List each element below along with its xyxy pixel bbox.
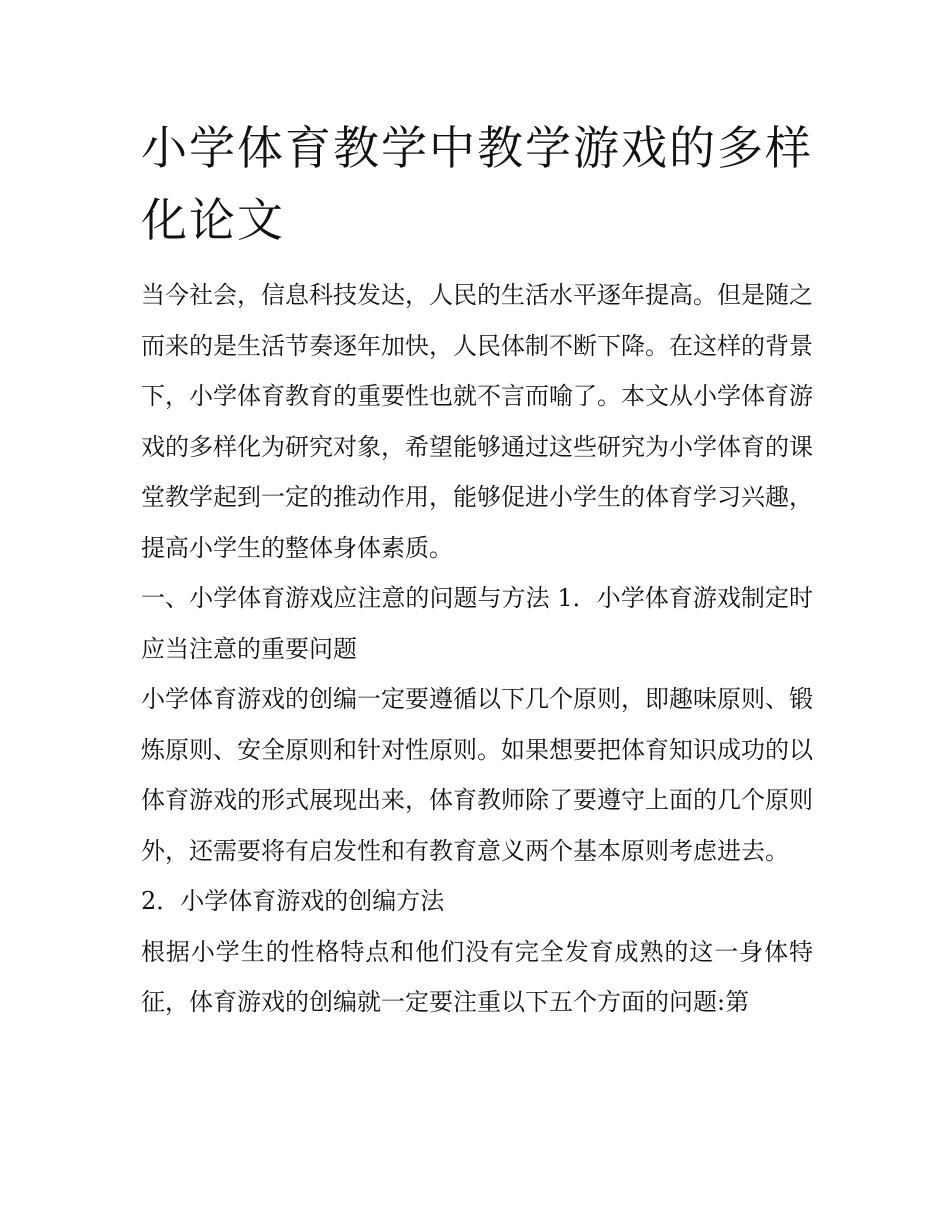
paragraph-intro: 当今社会，信息科技发达，人民的生活水平逐年提高。但是随之而来的是生活节奏逐年加快，人民体制不断下降。在这样的背景下，小学体育教育的重要性也就不言而喻了。本文从小学体育游戏的多样化为研究对象，希望能够通过这些研究为小学体育的课堂教学起到一定的推动作用，能够促进小学生的体育学习兴趣，提高小学生的整体身体素质。 — [141, 281, 813, 562]
paragraph-principles: 小学体育游戏的创编一定要遵循以下几个原则，即趣味原则、锻炼原则、安全原则和针对性原则。如果想要把体育知识成功的以体育游戏的形式展现出来，体育教师除了要遵守上面的几个原则外，还需要将有启发性和有教育意义两个基本原则考虑进去。 — [141, 685, 813, 865]
section-heading-1: 一、小学体育游戏应注意的问题与方法 1．小学体育游戏制定时应当注意的重要问题 — [141, 584, 813, 663]
paragraph-methods: 根据小学生的性格特点和他们没有完全发育成熟的这一身体特征，体育游戏的创编就一定要注重以下五个方面的问题:第 — [141, 937, 813, 1016]
document-title: 小学体育教学中教学游戏的多样化论文 — [141, 121, 813, 247]
section-heading-2: 2．小学体育游戏的创编方法 — [141, 887, 445, 915]
document-body — [141, 112, 813, 1028]
